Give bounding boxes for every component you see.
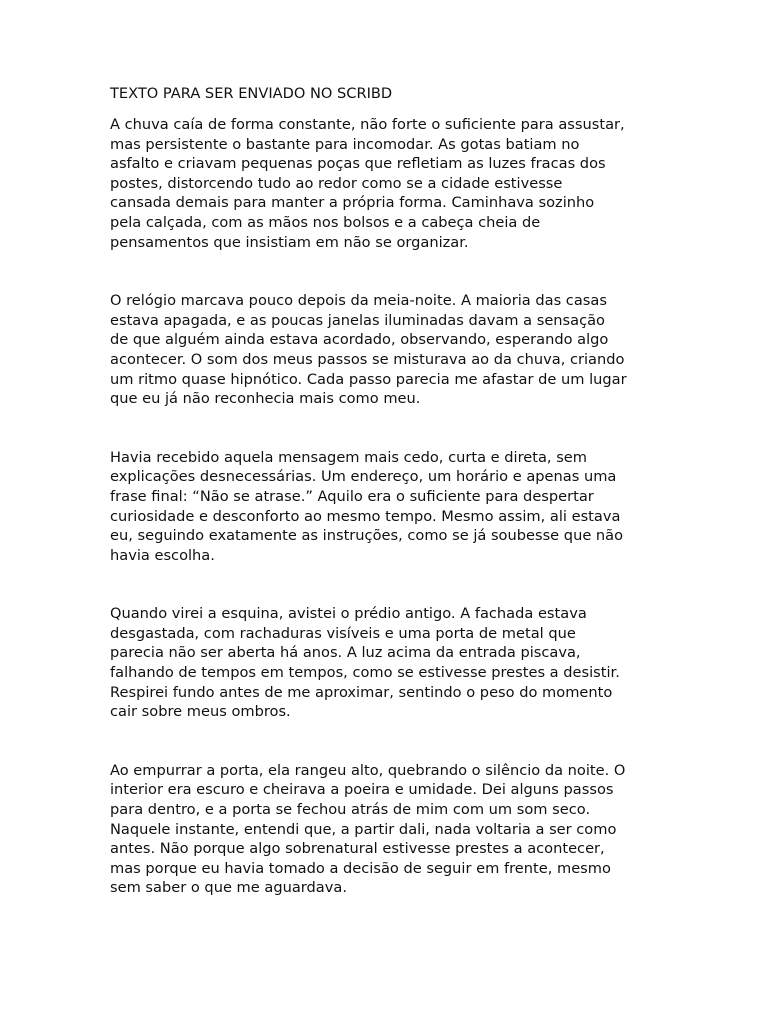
document-body xyxy=(110,84,670,898)
paragraph-1: A chuva caía de forma constante, não forte o suficiente para assustar, mas persistente o bastante para incomodar. As gotas batiam no asfalto e criavam pequenas poças que refletiam as luzes fracas dos postes, distorcendo tudo ao redor como se a cidade estivesse cansada demais para manter a própria forma. Caminhava sozinho pela calçada, com as mãos nos bolsos e a cabeça cheia de pensamentos que insistiam em não se organizar. xyxy=(110,116,625,251)
paragraph-2: O relógio marcava pouco depois da meia-noite. A maioria das casas estava apagada, e as poucas janelas iluminadas davam a sensação de que alguém ainda estava acordado, observando, esperando algo acontecer. O som dos meus passos se misturava ao da chuva, criando um ritmo quase hipnótico. Cada passo parecia me afastar de um lugar que eu já não reconhecia mais como meu. xyxy=(110,292,627,408)
paragraph-3: Havia recebido aquela mensagem mais cedo, curta e direta, sem explicações desnecessárias. Um endereço, um horário e apenas uma frase final: “Não se atrase.” Aquilo era o suficiente para despertar curiosidade e desconforto ao mesmo tempo. Mesmo assim, ali estava eu, seguindo exatamente as instruções, como se já soubesse que não havia escolha. xyxy=(110,448,624,564)
paragraph-5: Ao empurrar a porta, ela rangeu alto, quebrando o silêncio da noite. O interior era escuro e cheirava a poeira e umidade. Dei alguns passos para dentro, e a porta se fechou atrás de mim com um som seco. Naquele instante, entendi que, a partir dali, nada voltaria a ser como antes. Não porque algo sobrenatural estivesse prestes a acontecer, mas porque eu havia tomado a decisão de seguir em frente, mesmo sem saber o que me aguardava. xyxy=(110,761,626,897)
document-title: TEXTO PARA SER ENVIADO NO SCRIBD xyxy=(110,85,393,102)
paragraph-4: Quando virei a esquina, avistei o prédio antigo. A fachada estava desgastada, com rachaduras visíveis e uma porta de metal que parecia não ser aberta há anos. A luz acima da entrada piscava, falhando de tempos em tempos, como se estivesse prestes a desistir. Respirei fundo antes de me aproximar, sentindo o peso do momento cair sobre meus ombros. xyxy=(110,605,620,721)
